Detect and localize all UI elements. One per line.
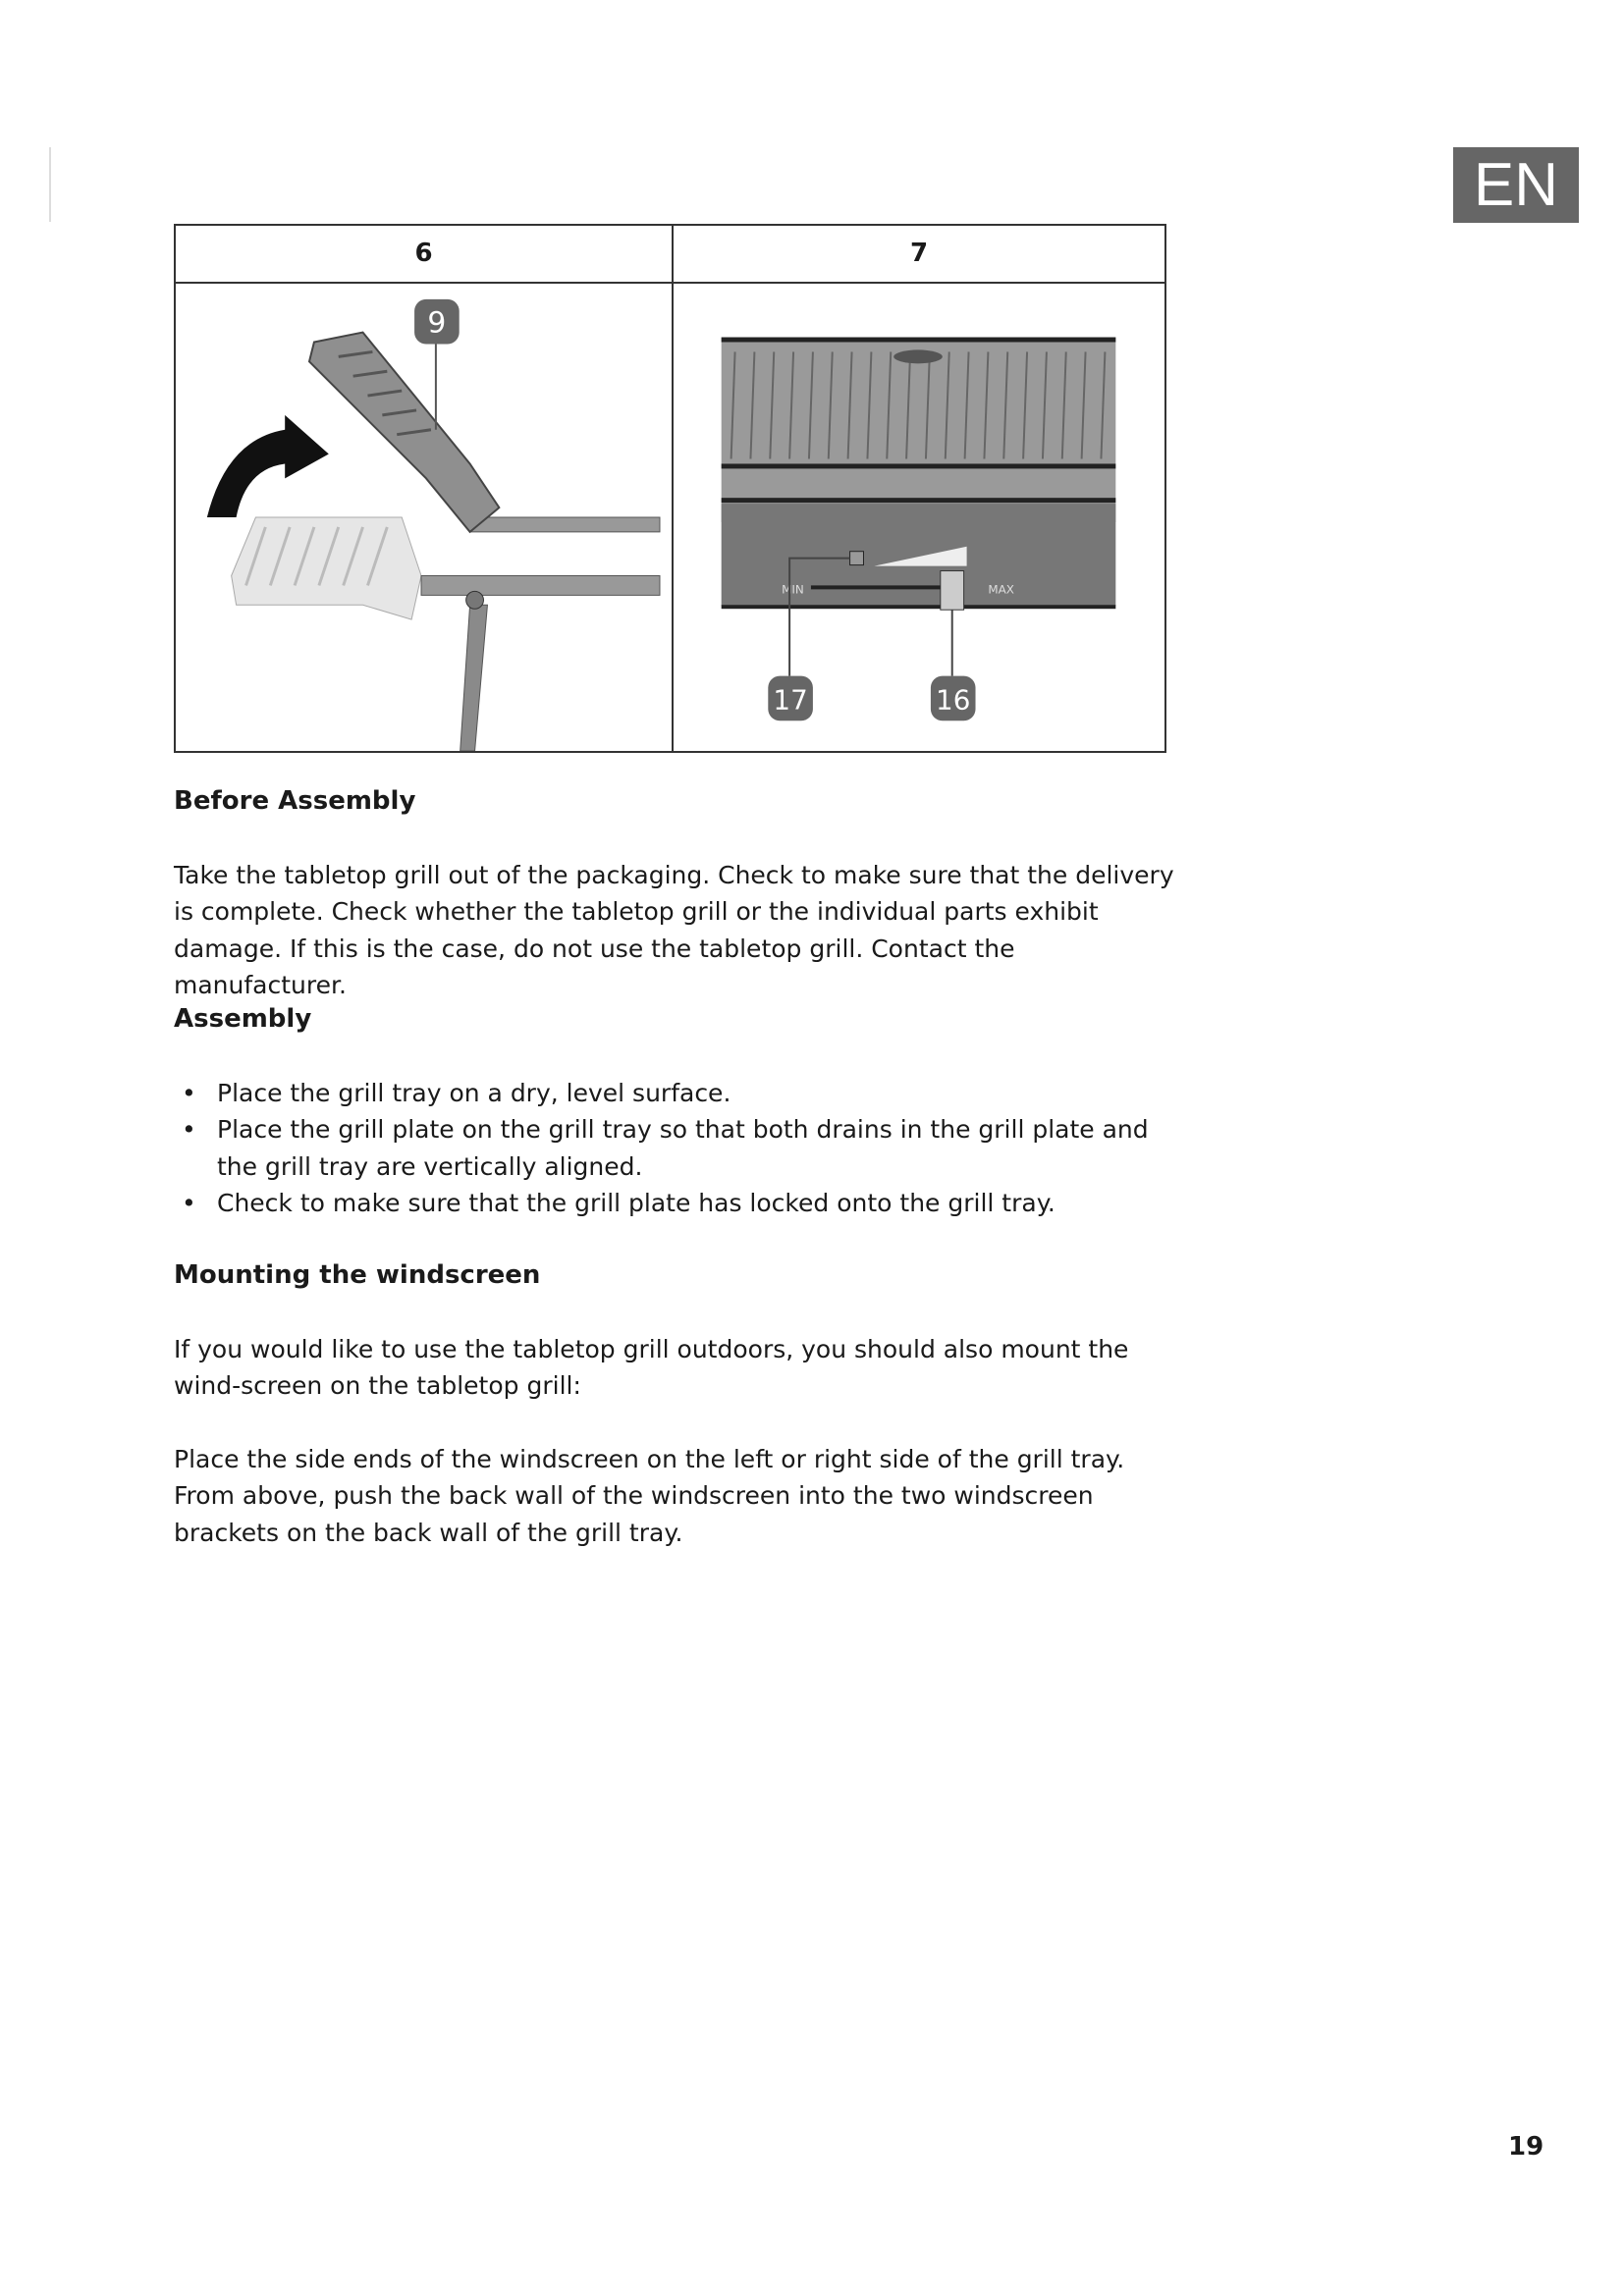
- callout-17: 17: [773, 683, 808, 717]
- section-heading: Before Assembly: [174, 786, 416, 816]
- assembly-section: [174, 1001, 1185, 1222]
- list-item: • Place the grill plate on the grill tray so that both drains in the grill plate and the grill tray are vertically aligned.: [174, 1111, 1185, 1185]
- figure-6-illustration: [176, 284, 672, 751]
- callout-16: 16: [936, 683, 971, 717]
- figure-6: [176, 226, 674, 751]
- rotate-arrow-icon: [207, 415, 329, 517]
- max-label: MAX: [988, 582, 1014, 597]
- figure-table: [174, 224, 1166, 753]
- windscreen-section: [174, 1257, 1185, 1551]
- language-badge: EN: [1453, 147, 1579, 223]
- figure-number: 7: [674, 226, 1164, 284]
- section-heading: Mounting the windscreen: [174, 1260, 541, 1290]
- figure-number: 6: [176, 226, 672, 284]
- margin-line: [49, 147, 51, 222]
- page-number: 19: [1508, 2132, 1544, 2162]
- callout-9: 9: [427, 305, 447, 341]
- paragraph: Place the side ends of the windscreen on the left or right side of the grill tray. From above, push the back wall of the windscreen into the two windscreen brackets on the back wall of the grill tray.: [174, 1444, 1125, 1547]
- assembly-list: [174, 1075, 1185, 1222]
- min-label: MIN: [782, 582, 804, 597]
- paragraph: If you would like to use the tabletop grill outdoors, you should also mount the wind-screen on the tabletop grill:: [174, 1334, 1129, 1400]
- paragraph: Take the tabletop grill out of the packaging. Check to make sure that the delivery is complete. Check whether the tabletop grill or the individual parts exhibit damage. If this is the case, do not use the tabletop grill. Contact the manufacturer.: [174, 860, 1174, 999]
- list-item: • Check to make sure that the grill plate has locked onto the grill tray.: [174, 1185, 1185, 1222]
- before-assembly-section: [174, 783, 1185, 1004]
- list-item: • Place the grill tray on a dry, level surface.: [174, 1075, 1185, 1112]
- section-heading: Assembly: [174, 1004, 312, 1034]
- figure-7-illustration: [674, 284, 1164, 751]
- figure-7: [674, 226, 1164, 751]
